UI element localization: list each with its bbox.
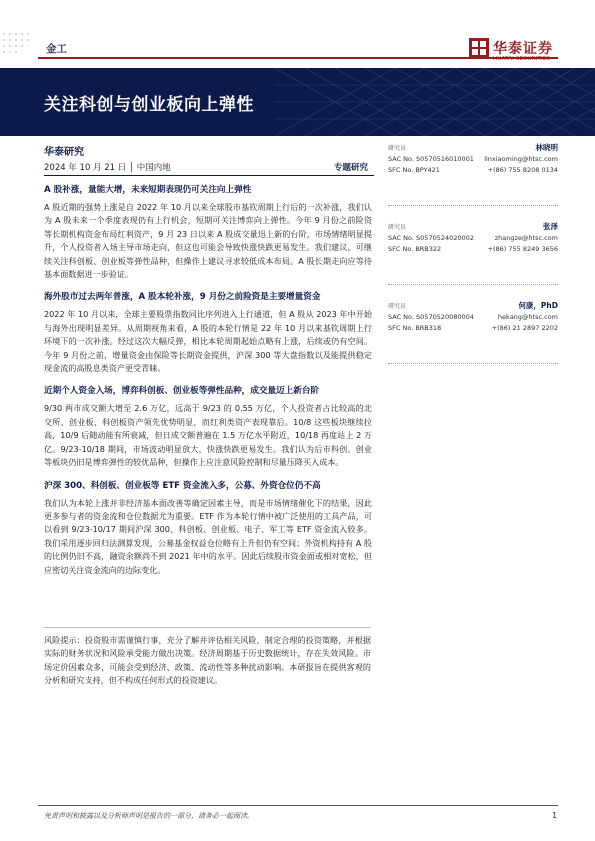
risk-warning: 风险提示：投资股市需谨慎行事，充分了解并评估相关风险，制定合理的投资策略，并根据实际的财务状况和风险承受能力做出决策。经济周期基于历史数据统计，存在失效风险。市场定价因素众多，可能会受到经济、政策、流动性等多种扰动影响。本研报旨在提供客观的分析和研究支持，但不构成任何形式的投资建议。 — [44, 635, 371, 686]
analyst-name: 张泽 — [543, 222, 558, 231]
section-text: 9/30 两市成交额大增至 2.6 万亿，远高于 9/23 的 0.55 万亿，个人投资者占比较高的北交所、创业板、科创板资产领先优势明显，而红利类资产表现靠后。10/8 这些板块继续拉高，10/9 后随动能有所衰减，但日成交额普遍在 1.5 万亿水平附近，10/18 再度站上 2 万亿。9/23-10/18 期间，市场波动明显放大，快涨快跌更易发生。我们认为后市科创、创业等板块仍旧是博弈弹性的较优品种，但操作上应注意风险控制和尽量压降买入成本。 — [44, 403, 372, 468]
analyst-role: 研究员 — [388, 224, 407, 231]
section — [44, 385, 372, 469]
banner-grid-decoration — [275, 68, 595, 136]
analyst-sfc: SFC No. BRB322 — [388, 245, 442, 253]
section — [44, 291, 372, 375]
analyst-role: 研究员 — [388, 303, 407, 310]
analyst-card — [388, 143, 558, 206]
analyst-name: 林晓明 — [535, 143, 558, 152]
analyst-card — [388, 301, 558, 364]
analyst-email[interactable]: linxiaoming@htsc.com — [484, 155, 558, 163]
company-logo — [469, 38, 569, 66]
analyst-name: 何康，PhD — [518, 301, 558, 310]
page-number: 1 — [552, 811, 558, 820]
analyst-email[interactable]: zhangze@htsc.com — [494, 234, 558, 242]
analyst-sfc: SFC No. BRB318 — [388, 324, 442, 332]
dot-grid-decoration — [0, 30, 40, 60]
risk-box — [44, 627, 371, 688]
analyst-sac: SAC No. S0570520080004 — [388, 313, 474, 321]
analyst-role: 研究员 — [388, 145, 407, 152]
report-date: 2024 年 10 月 21 日 │ 中国内地 — [44, 163, 171, 173]
footer-disclaimer: 免责声明和披露以及分析师声明是报告的一部分，请务必一起阅读。 — [44, 812, 254, 820]
section-heading: 海外股市过去两年普涨，A 股本轮补涨，9 月份之前险资是主要增量资金 — [44, 292, 321, 303]
logo-mark-icon — [469, 38, 489, 58]
analyst-phone: +(86) 21 2897 2202 — [491, 324, 558, 332]
analyst-sac: SAC No. S0570516010001 — [388, 155, 474, 163]
analyst-email[interactable]: hekang@htsc.com — [497, 313, 558, 321]
analyst-phone: +(86) 755 8208 0134 — [487, 166, 558, 174]
report-body — [44, 184, 372, 587]
org-label: 华泰研究 — [44, 147, 84, 158]
section-text: 我们认为本轮上涨并非经济基本面改善等确定因素主导，而是市场情绪催化下的结果，因此更多参与者的资金流和仓位数据尤为重要。ETF 作为本轮行情中被广泛使用的工具产品，可以看到 9/23-10/17 期间沪深 300、科创板、创业板、电子、军工等 ETF 资金流入较多。我们采用逐步回归法测算发现，公募基金权益仓位略有上升但仍有空间；外资机构持有 A 股的比例仍旧不高，融资余额尚不到 2021 年中的水平。因此后续股市资金面或相对宽松，但应密切关注资金流向的边际变化。 — [44, 497, 372, 575]
analyst-phone: +(86) 755 8249 3656 — [487, 245, 558, 253]
report-type: 专题研究 — [333, 163, 368, 173]
section — [44, 184, 372, 281]
section-heading: 近期个人资金入场，博弈科创板、创业板等弹性品种，成交量迈上新台阶 — [44, 386, 320, 397]
section-tag: 金工 — [46, 43, 67, 55]
section-text: 2022 年 10 月以来，全球主要股票指数同比序列进入上行通道，但 A 股从 2023 年中开始与海外出现明显差异。从周期视角来看，A 股的本轮行情是 22 年 10 月以来基钦周期上行环境下的一次补涨。经过这次大幅反弹，相比本轮周期起始点略有上涨，后续或仍有空间。今年 9 月份之前，增量资金由保险等长期资金提供，沪深 300 等大盘指数以及能提供稳定现金流的高股息类资产更受青睐。 — [44, 309, 372, 374]
footer-divider — [38, 805, 558, 806]
meta-row — [44, 159, 374, 176]
analyst-sac: SAC No. S0570524020002 — [388, 234, 474, 242]
logo-text-cn: 华泰证券 — [493, 41, 553, 57]
section-heading: A 股补涨，量能大增，未来短期表现仍可关注向上弹性 — [44, 185, 252, 195]
page-title: 关注科创与创业板向上弹性 — [44, 95, 254, 115]
analyst-sfc: SFC No. BPY421 — [388, 166, 440, 174]
section-heading: 沪深 300、科创板、创业板等 ETF 资金流入多，公募、外资仓位仍不高 — [44, 480, 321, 491]
title-banner — [0, 68, 595, 136]
analyst-card — [388, 222, 558, 285]
section — [44, 480, 372, 577]
logo-text-en: HUATAI SECURITIES — [493, 56, 551, 62]
analyst-panel — [388, 143, 558, 380]
section-text: A 股近期的强势上涨是自 2022 年 10 月以来全球股市基钦周期上行后的一次补涨，我们认为 A 股未来一个季度表现仍有上行机会，短期可关注博弈向上弹性。今年 9 月份之前险资等长期机构资金布局红利资产，9 月 23 日以来 A 股成交量迅上新的台阶，市场情绪明显提升，个人投资者入场主导市场走向，但这也可能会导致快涨快跌更易发生。我们建议，可继续关注科创板、创业板等弹性品种，但操作上建议寻求较低成本布局。A 股长期走向应等待基本面数据进一步验证。 — [44, 202, 372, 280]
